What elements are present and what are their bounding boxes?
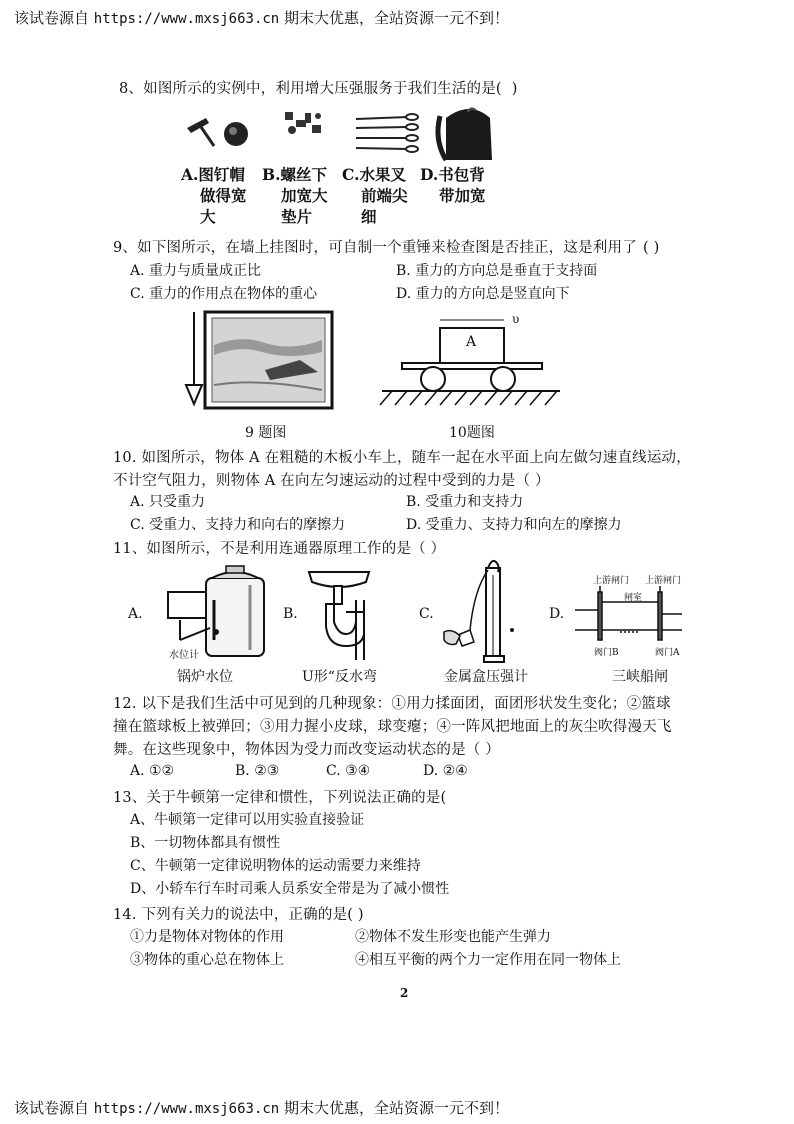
q8-option-c-line1: C.水果叉	[342, 165, 406, 184]
q8-option-b-line2: 加宽大	[281, 186, 328, 205]
banner-suffix: 期末大优惠，全站资源一元不到！	[284, 9, 510, 27]
boiler-icon	[206, 566, 264, 656]
q8-option-c-line2: 前端尖	[361, 186, 408, 205]
q8-option-a-line3: 大	[200, 207, 216, 226]
q9-option-a[interactable]: A. 重力与质量成正比	[130, 263, 262, 279]
q9-stem-text: 9、如下图所示，在墙上挂图时，可自制一个重锤来检查图是否挂正，这是利用了	[113, 240, 637, 256]
q8-option-a-line1: A.图钉帽	[181, 165, 245, 184]
q10-stem-line2: 不计空气阻力，则物体 A 在向左匀速运动的过程中受到的力是（ ）	[113, 473, 550, 489]
q11-option-c-label[interactable]: C.	[419, 606, 434, 622]
lock-valve-a-label: 阀门A	[655, 648, 680, 658]
q13-option-d[interactable]: D、小轿车行车时司乘人员系安全带是为了减小惯性	[130, 881, 450, 897]
q8-option-b-line3: 垫片	[281, 207, 313, 226]
q9-option-d[interactable]: D. 重力的方向总是竖直向下	[396, 286, 570, 302]
q12-option-a[interactable]: A. ①②	[130, 763, 175, 779]
q12-stem-line3: 舞。在这些现象中，物体因为受力而改变运动状态的是（ ）	[113, 742, 501, 758]
q8-paren: )	[511, 81, 518, 97]
q10-block-label: A	[466, 334, 477, 350]
banner-prefix: 该试卷源自	[14, 9, 90, 27]
q11-caption-d: 三峡船闸	[612, 669, 668, 685]
q13-option-b[interactable]: B、一切物体都具有惯性	[130, 835, 281, 851]
q11-stem: 11、如图所示，不是利用连通器原理工作的是（ ）	[113, 541, 446, 557]
q14-statement-4: ④相互平衡的两个力一定作用在同一物体上	[355, 952, 621, 968]
lock-valve-b-label: 阀门B	[594, 648, 619, 658]
q12-stem-line2: 撞在篮球板上被弹回；③用力握小皮球，球变瘪；④一阵风把地面上的灰尘吹得漫天飞	[113, 719, 672, 735]
q10-option-d[interactable]: D. 受重力、支持力和向左的摩擦力	[406, 517, 622, 533]
q8-option-d-line2: 带加宽	[439, 186, 486, 205]
pressure-gauge-icon	[444, 561, 514, 662]
lock-upper-gate-left-label: 上游闸门	[593, 576, 630, 586]
q9-option-c[interactable]: C. 重力的作用点在物体的重心	[130, 286, 318, 302]
sink-trap-icon	[309, 572, 369, 660]
q14-statement-2: ②物体不发生形变也能产生弹力	[355, 929, 551, 945]
q11-option-a-label[interactable]: A.	[128, 606, 143, 622]
q10-option-c[interactable]: C. 受重力、支持力和向右的摩擦力	[130, 517, 346, 533]
q13-option-a[interactable]: A、牛顿第一定律可以用实验直接验证	[130, 812, 365, 828]
page-number: 2	[400, 986, 409, 1000]
q8-stem-text: 8、如图所示的实例中，利用增大压强服务于我们生活的是(	[119, 81, 502, 97]
bottom-banner	[14, 1097, 509, 1118]
q12-option-d[interactable]: D. ②④	[423, 763, 468, 779]
q10-figure-caption: 10题图	[449, 425, 495, 441]
q14-statement-3: ③物体的重心总在物体上	[130, 952, 284, 968]
q8-option-b-line1: B.螺丝下	[262, 165, 327, 184]
q12-stem-line1: 12. 以下是我们生活中可见到的几种现象：①用力揉面团，面团形状发生变化；②篮球	[113, 696, 671, 712]
q10-stem-line1: 10. 如图所示，物体 A 在粗糙的木板小车上，随车一起在水平面上向左做匀速直线运动，	[113, 450, 691, 466]
q14-statement-1: ①力是物体对物体的作用	[130, 929, 284, 945]
q14-stem: 14. 下列有关力的说法中，正确的是( )	[113, 907, 364, 923]
q8-option-d-line1: D.书包背	[420, 165, 485, 184]
banner-prefix: 该试卷源自	[14, 1099, 90, 1117]
lock-upper-gate-right-label: 上游闸门	[645, 576, 682, 586]
q8-option-c-line3: 细	[361, 207, 377, 226]
q13-option-c[interactable]: C、牛顿第一定律说明物体的运动需要力来维持	[130, 858, 421, 874]
q12-option-c[interactable]: C. ③④	[326, 763, 371, 779]
q10-option-a[interactable]: A. 只受重力	[130, 494, 206, 510]
q12-option-b[interactable]: B. ②③	[235, 763, 280, 779]
q10-option-b[interactable]: B. 受重力和支持力	[406, 494, 524, 510]
water-gauge-label: 水位计	[169, 650, 199, 661]
q9-figure-caption: 9 题图	[245, 425, 287, 441]
banner-suffix: 期末大优惠，全站资源一元不到！	[284, 1099, 510, 1117]
banner-url[interactable]: https://www.mxsj663.cn	[93, 1101, 280, 1117]
q9-paren: ( )	[642, 240, 660, 256]
q13-stem: 13、关于牛顿第一定律和惯性，下列说法正确的是(	[113, 790, 447, 806]
lock-chamber-label: 闸室	[624, 593, 643, 603]
q11-caption-b: U形“反水弯	[302, 669, 377, 685]
banner-url[interactable]: https://www.mxsj663.cn	[93, 11, 280, 27]
q11-option-d-label[interactable]: D.	[549, 606, 565, 622]
q11-caption-c: 金属盒压强计	[444, 669, 528, 685]
q10-velocity-mark: υ	[512, 312, 520, 326]
water-gauge-icon	[168, 592, 210, 640]
q11-caption-a: 锅炉水位	[177, 669, 233, 685]
q9-option-b[interactable]: B. 重力的方向总是垂直于支持面	[396, 263, 598, 279]
q8-option-a-line2: 做得宽	[200, 186, 247, 205]
q11-option-b-label[interactable]: B.	[283, 606, 298, 622]
